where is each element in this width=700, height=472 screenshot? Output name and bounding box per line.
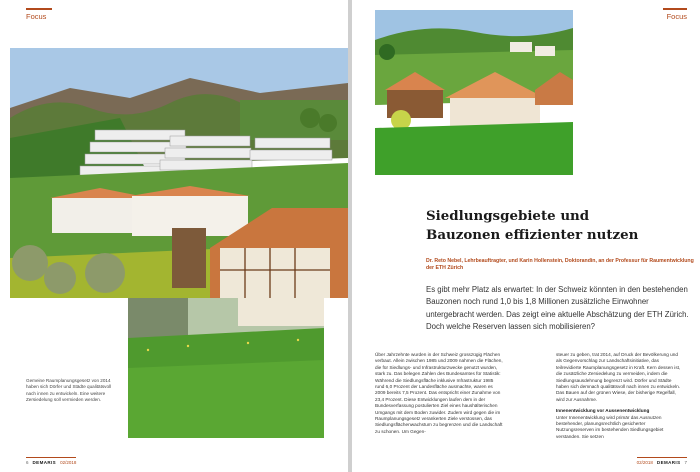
body-column-2 — [556, 352, 682, 440]
page-footer — [637, 460, 687, 465]
column-2-text: steuer zu geben, trat 2014, auf Druck der Bevölkerung und als Gegenvorschlag zur Landschaftsinitiative, das teilrevidierte Raumplanungsgesetz in Kraft. Kern dessen ist, die zusätzliche Zersiedelung zu vermeiden, indem die Siedlungsausdehnung begrenzt wird. Dörfer und Städte haben sich demnach qualitätsvoll nach innen zu entwickeln. Das Bauen auf der grünen Wiese, der bisherige Regelfall, wird zur Ausnahme. — [556, 352, 681, 402]
meadow-photo — [128, 298, 324, 438]
issue-number: 02/2018 — [60, 460, 77, 465]
magazine-brand: DEMARIS — [32, 460, 57, 465]
headline-line-1: Siedlungsgebiete und — [426, 208, 590, 224]
section-tag: Focus — [26, 8, 52, 21]
page-number: 7 — [684, 460, 687, 465]
lead-paragraph: Es gibt mehr Platz als erwartet: In der Schweiz könnten in den bestehenden Bauzonen noch rund 1,0 bis 1,8 Millionen zusätzliche Einwohner untergebracht werden. Das zeigt eine aktuelle Abschätzung der ETH Zürich. Doch welche Reserven lassen sich mobilisieren? — [426, 285, 689, 332]
left-page — [0, 0, 348, 472]
author-byline: Dr. Reto Nebel, Lehrbeauftragter, und Karin Hollenstein, Doktorandin, an der Professur für Raumentwicklung der ETH Zürich — [426, 258, 694, 271]
farm-village-photo — [375, 10, 573, 175]
issue-number: 02/2018 — [636, 460, 653, 465]
magazine-brand: DEMARIS — [656, 460, 681, 465]
hillside-village-photo — [10, 48, 348, 298]
section-subheading: Innenentwicklung vor Aussenentwicklung — [556, 408, 650, 414]
section-tag: Focus — [663, 8, 687, 21]
page-number: 6 — [26, 460, 29, 465]
body-column-1: Über Jahrzehnte wurden in der Schweiz grosszügig Flächen verbaut. Allein zwischen 1985 und 2009 nahmen die Flächen, die für Siedlungs- und Infrastrukturzwecke genutzt wurden, stark zu. Das belegen Zahlen des Bundesamtes für Statistik: Während die Siedlungsfläche inklusive Infrastruktur 1985 rund 6,0 Prozent der Landesfläche ausmachte, waren es 2009 bereits 7,5 Prozent. Das entspricht einer Zunahme von 23,4 Prozent. Diese Entwicklungen laufen dem in der Bundesverfassung postulierten Ziel eines haushälterischen Umgangs mit dem Boden zuwider. Zudem wird gegen die im Raumplanungsgesetz verankerten Ziele verstossen, das Siedlungsflächenwachstum zu begrenzen und die Landschaft zu schonen. Um Gegen- — [375, 352, 503, 434]
page-footer — [26, 460, 76, 465]
headline-line-2: Bauzonen effizienter nutzen — [426, 227, 639, 243]
photo-caption: Gemeine Raumplanungsgesetz von 2014 haben sich Dörfer und Städte qualitätsvoll nach innen zu entwickeln. Eine weitere Zersiedelung soll vermieden werden. — [26, 378, 112, 403]
column-2-continuation: Unter Innenentwicklung wird primär das Ausnutzen bestehender, planungsrechtlich gesicherter Nutzungsreserven im bestehenden Siedlungsgebiet verstanden. Sie setzen — [556, 414, 664, 439]
article-headline — [426, 207, 696, 245]
right-page — [352, 0, 700, 472]
